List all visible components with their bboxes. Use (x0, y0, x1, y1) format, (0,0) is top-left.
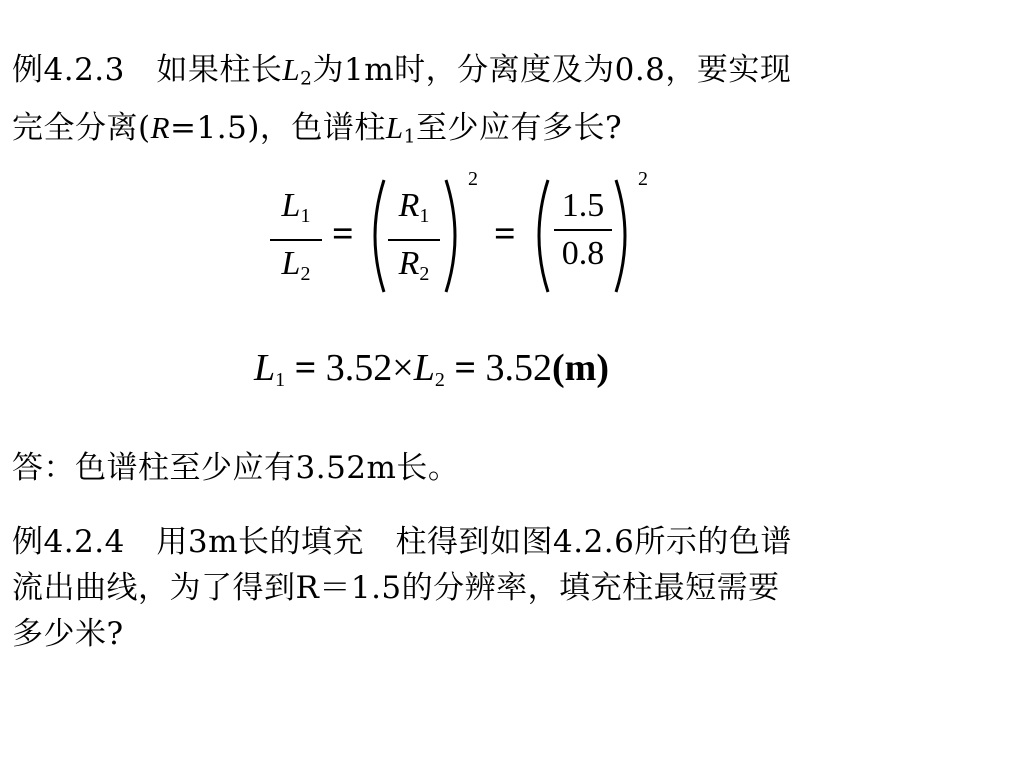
text-segment: 例4.2.3 如果柱长 (12, 52, 283, 88)
exponent: 2 (468, 168, 478, 190)
formula-result: L1 = 3.52×L2 = 3.52(m) (254, 347, 609, 391)
equals-sign: = (332, 213, 354, 255)
text-segment: 至少应有多长? (416, 110, 623, 146)
text-segment: 完全分离( (12, 110, 151, 146)
right-paren (442, 176, 466, 296)
equals-sign: = (494, 213, 516, 255)
example-424-line2: 流出曲线，为了得到R＝1.5的分辨率，填充柱最短需要 (12, 570, 780, 606)
variable-r: R (150, 110, 171, 145)
text-segment: =1.5)，色谱柱 (170, 110, 386, 146)
subscript: 2 (300, 68, 313, 90)
answer-text: 答：色谱柱至少应有3.52m长。 (12, 450, 460, 486)
right-paren (612, 176, 636, 296)
example-424-line3: 多少米? (12, 616, 124, 652)
example-423-line2 (12, 104, 1012, 152)
left-paren (364, 176, 388, 296)
example-424-line1: 例4.2.4 用3m长的填充 柱得到如图4.2.6所示的色谱 (12, 524, 792, 560)
left-paren (528, 176, 552, 296)
variable-l2: L (282, 52, 301, 87)
fraction-r1-r2: R1 R2 (388, 186, 440, 294)
fraction-l1-l2: L1 L2 (270, 186, 322, 294)
subscript: 1 (403, 126, 417, 148)
example-423-line1 (12, 46, 1012, 94)
exponent: 2 (638, 168, 648, 190)
fraction-values: 1.5 0.8 (554, 186, 612, 274)
variable-l1: L (385, 110, 404, 145)
text-segment: 为1m时，分离度及为0.8，要实现 (312, 52, 792, 88)
